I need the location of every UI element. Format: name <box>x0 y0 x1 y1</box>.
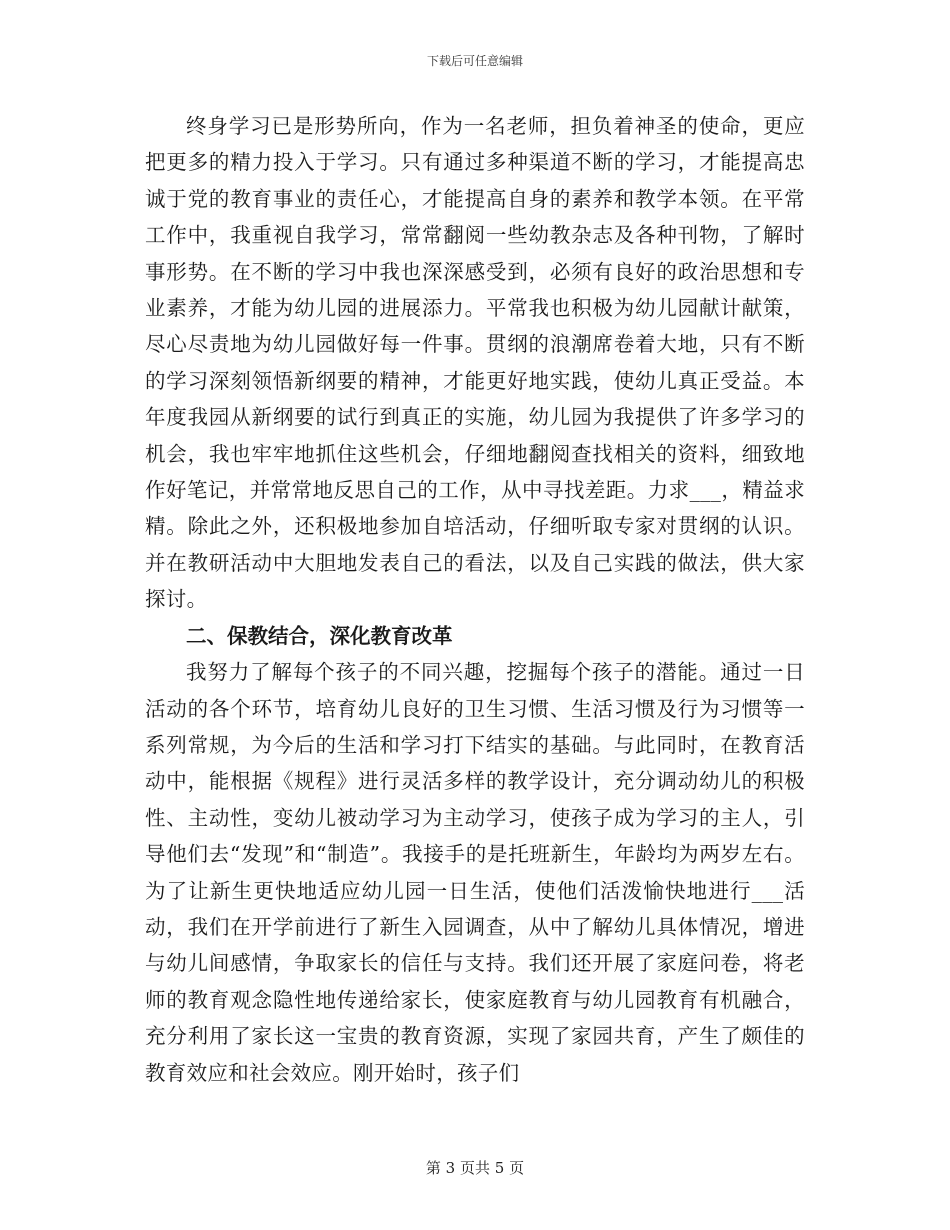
page-number: 第 3 页共 5 页 <box>425 1159 525 1177</box>
body-paragraph-2: 我努力了解每个孩子的不同兴趣，挖掘每个孩子的潜能。通过一日活动的各个环节，培育幼儿良好的卫生习惯、生活习惯及行为习惯等一系列常规，为今后的生活和学习打下结实的基础。与此同时，在教育活动中，能根据《规程》进行灵活多样的教学设计，充分调动幼儿的积极性、主动性，变幼儿被动学习为主动学习，使孩子成为学习的主人，引导他们去“发现”和“制造”。我接手的是托班新生，年龄均为两岁左右。为了让新生更快地适应幼儿园一日生活，使他们活泼愉快地进行___活动，我们在开学前进行了新生入园调查，从中了解幼儿具体情况，增进与幼儿间感情，争取家长的信任与支持。我们还开展了家庭问卷，将老师的教育观念隐性地传递给家长，使家庭教育与幼儿园教育有机融合，充分利用了家长这一宝贵的教育资源，实现了家园共育，产生了颇佳的教育效应和社会效应。刚开始时，孩子们 <box>145 660 805 1085</box>
body-paragraph-1: 终身学习已是形势所向，作为一名老师，担负着神圣的使命，更应把更多的精力投入于学习。只有通过多种渠道不断的学习，才能提高忠诚于党的教育事业的责任心，才能提高自身的素养和教学本领。在平常工作中，我重视自我学习，常常翻阅一些幼教杂志及各种刊物，了解时事形势。在不断的学习中我也深深感受到，必须有良好的政治思想和专业素养，才能为幼儿园的进展添力。平常我也积极为幼儿园献计献策，尽心尽责地为幼儿园做好每一件事。贯纲的浪潮席卷着大地，只有不断的学习深刻领悟新纲要的精神，才能更好地实践，使幼儿真正受益。本年度我园从新纲要的试行到真正的实施，幼儿园为我提供了许多学习的机会，我也牢牢地抓住这些机会，仔细地翻阅查找相关的资料，细致地作好笔记，并常常地反思自己的工作，从中寻找差距。力求___，精益求精。除此之外，还积极地参加自培活动，仔细听取专家对贯纲的认识。并在教研活动中大胆地发表自己的看法，以及自己实践的做法，供大家探讨。 <box>145 114 805 612</box>
page-header: 下载后可任意编辑 <box>426 54 523 68</box>
document-body <box>145 108 805 1091</box>
section-heading-2: 二、保教结合，深化教育改革 <box>186 623 453 648</box>
